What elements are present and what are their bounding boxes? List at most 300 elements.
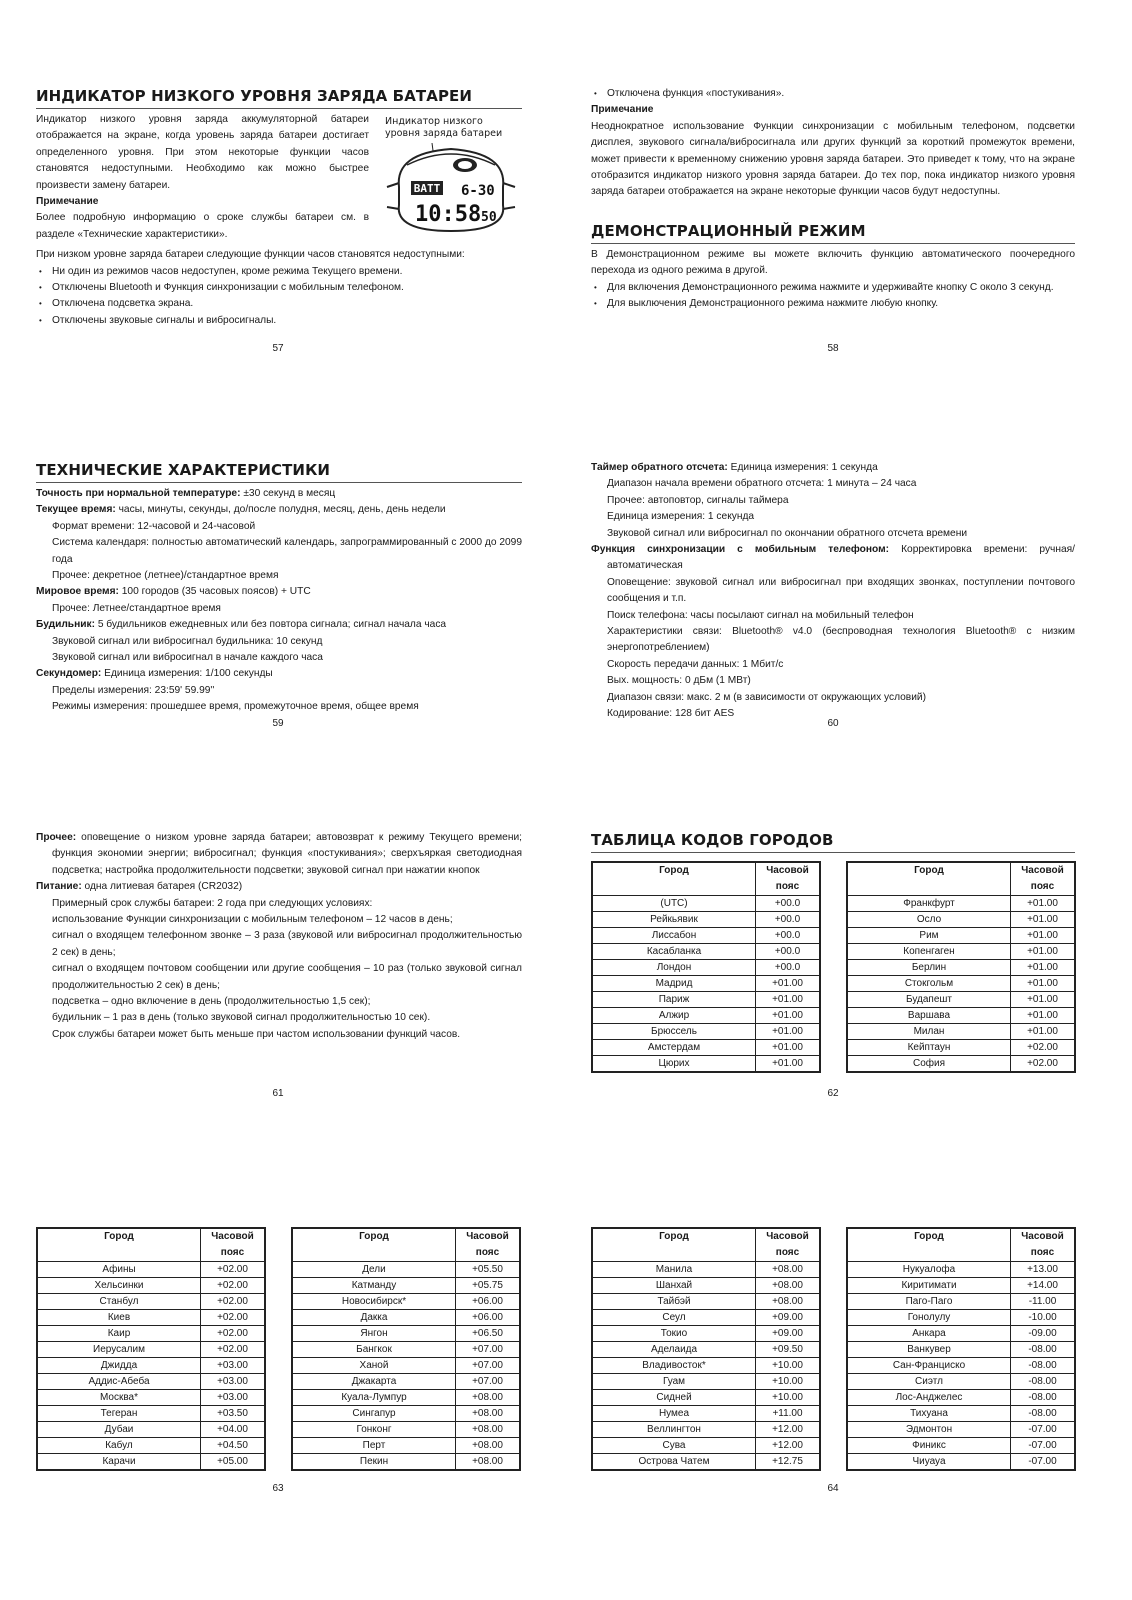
table-row (847, 1358, 1075, 1374)
table-row (592, 1342, 820, 1358)
city-cell: София (847, 1056, 1011, 1073)
timezone-cell: +01.00 (756, 1024, 821, 1040)
tap-list (591, 86, 1075, 102)
city-cell: Париж (592, 992, 756, 1008)
timezone-cell: -07.00 (1011, 1454, 1076, 1471)
city-cell: Куала-Лумпур (292, 1390, 456, 1406)
timezone-cell: +00.0 (756, 928, 821, 944)
table-row (847, 1326, 1075, 1342)
table-header-row (592, 862, 820, 896)
table-row (847, 1278, 1075, 1294)
table-row (847, 1262, 1075, 1278)
city-cell: Лондон (592, 960, 756, 976)
timezone-cell: +03.00 (201, 1374, 266, 1390)
timezone-cell: +02.00 (201, 1342, 266, 1358)
city-cell: Тайбэй (592, 1294, 756, 1310)
spec-value: Звуковой сигнал или вибросигнал по окончании обратного отсчета времени (607, 527, 968, 539)
timezone-cell: +12.00 (756, 1422, 821, 1438)
timezone-cell: +08.00 (456, 1454, 521, 1471)
batt-indicator-text: BATT (413, 182, 441, 195)
lead-text: При низком уровне заряда батареи следующие функции часов становятся недоступными: (36, 249, 465, 261)
timezone-cell: +02.00 (201, 1310, 266, 1326)
timezone-cell: +12.75 (756, 1454, 821, 1471)
city-cell: Пекин (292, 1454, 456, 1471)
timezone-cell: +08.00 (756, 1278, 821, 1294)
table-row (847, 1406, 1075, 1422)
disabled-functions-list (36, 264, 522, 330)
city-cell: Финикс (847, 1438, 1011, 1454)
timezone-cell: +08.00 (756, 1294, 821, 1310)
timezone-cell: +01.00 (756, 1040, 821, 1056)
city-cell: Осло (847, 912, 1011, 928)
table-row (592, 960, 820, 976)
city-table (591, 861, 821, 1073)
city-cell: Янгон (292, 1326, 456, 1342)
city-cell: Милан (847, 1024, 1011, 1040)
city-cell: Копенгаген (847, 944, 1011, 960)
spec-line (36, 601, 522, 617)
city-code-table (591, 861, 821, 1073)
city-cell: Острова Чатем (592, 1454, 756, 1471)
timezone-cell: +01.00 (756, 992, 821, 1008)
city-cell: Мадрид (592, 976, 756, 992)
section-title-city-codes: ТАБЛИЦА КОДОВ ГОРОДОВ (591, 830, 1075, 853)
city-cell: Аддис-Абеба (37, 1374, 201, 1390)
list-item: • Для включения Демонстрационного режима нажмите и удерживайте кнопку C около 3 секунд. (591, 280, 1075, 296)
section-title-demo: ДЕМОНСТРАЦИОННЫЙ РЕЖИМ (591, 221, 1075, 244)
city-cell: Ханой (292, 1358, 456, 1374)
table-header-row (292, 1228, 520, 1262)
table-header-row (592, 1228, 820, 1262)
spec-value: использование Функции синхронизации с мобильным телефоном – 12 часов в день; (52, 914, 453, 926)
spec-line (591, 657, 1075, 673)
table-row (37, 1438, 265, 1454)
table-row (847, 1390, 1075, 1406)
table-row (592, 944, 820, 960)
list-item: • Отключена подсветка экрана. (36, 296, 522, 312)
city-cell: Сува (592, 1438, 756, 1454)
city-cell: Сингапур (292, 1406, 456, 1422)
spec-line (36, 1010, 522, 1026)
table-header-row (847, 862, 1075, 896)
table-row (37, 1422, 265, 1438)
table-row (292, 1262, 520, 1278)
table-row (292, 1406, 520, 1422)
column-header-timezone: Часовой пояс (756, 862, 821, 896)
spec-value: Режимы измерения: прошедшее время, промежуточное время, общее время (52, 701, 419, 713)
table-row (292, 1294, 520, 1310)
spec-value: Единица измерения: 1/100 секунды (101, 668, 273, 680)
table-row (592, 1310, 820, 1326)
spec-value: Срок службы батареи может быть меньше при частом использовании функций часов. (52, 1028, 461, 1040)
timezone-cell: +04.50 (201, 1438, 266, 1454)
city-table (846, 861, 1076, 1073)
section-title-battery: ИНДИКАТОР НИЗКОГО УРОВНЯ ЗАРЯДА БАТАРЕИ (36, 86, 522, 109)
spec-line (36, 584, 522, 600)
city-cell: Перт (292, 1438, 456, 1454)
city-cell: Киритимати (847, 1278, 1011, 1294)
city-cell: Сиэтл (847, 1374, 1011, 1390)
table-row (37, 1358, 265, 1374)
spec-label: Прочее: (36, 832, 77, 843)
spec-value: часы, минуты, секунды, до/после полудня, месяц, день, день недели (115, 504, 446, 516)
timezone-cell: -07.00 (1011, 1422, 1076, 1438)
spec-value: Единица измерения: 1 секунда (727, 462, 878, 473)
spec-line (36, 961, 522, 994)
spec-line (36, 912, 522, 928)
city-cell: Манила (592, 1262, 756, 1278)
timezone-cell: +08.00 (456, 1438, 521, 1454)
timezone-cell: +00.0 (756, 896, 821, 912)
city-code-table (591, 1227, 821, 1471)
city-code-table (846, 861, 1076, 1073)
spec-line (36, 928, 522, 961)
spec-value: Диапазон связи: макс. 2 м (в зависимости от окружающих условий) (607, 691, 926, 703)
timezone-cell: +01.00 (1011, 944, 1076, 960)
timezone-cell: +01.00 (1011, 992, 1076, 1008)
column-header-timezone: Часовой пояс (456, 1228, 521, 1262)
note-text: Неоднократное использование Функции синхронизации с мобильным телефоном, подсветки дисплея, звукового сигнала/вибросигнала или других функций за короткий промежуток времени, может привести к временному снижению уровня заряда батареи. Это приведет к тому, что на экране отобразится индикатор низкого уровня заряда батареи. До тех пор, пока индикатор низкого уровня заряда батареи отображается на экране некоторые функции часов будут недоступны. (591, 120, 1075, 198)
table-row (592, 1294, 820, 1310)
table-row (37, 1262, 265, 1278)
timezone-cell: +01.00 (1011, 976, 1076, 992)
city-cell: Варшава (847, 1008, 1011, 1024)
timezone-cell: +07.00 (456, 1358, 521, 1374)
table-row (292, 1374, 520, 1390)
timezone-cell: +02.00 (1011, 1040, 1076, 1056)
city-cell: Берлин (847, 960, 1011, 976)
column-header-timezone: Часовой пояс (756, 1228, 821, 1262)
timezone-cell: +05.75 (456, 1278, 521, 1294)
table-row (37, 1278, 265, 1294)
timezone-cell: +06.00 (456, 1294, 521, 1310)
city-cell: Дакка (292, 1310, 456, 1326)
column-header-city: Город (37, 1228, 201, 1262)
demo-text: В Демонстрационном режиме вы можете включить функцию автоматического поочередного перехода из одного режима в другой. (591, 248, 1075, 277)
timezone-cell: +05.00 (201, 1454, 266, 1471)
page-number: 61 (272, 1088, 284, 1099)
timezone-cell: +03.50 (201, 1406, 266, 1422)
city-cell: Кабул (37, 1438, 201, 1454)
city-cell: Будапешт (847, 992, 1011, 1008)
city-cell: Цюрих (592, 1056, 756, 1073)
spec-label: Функция синхронизации с мобильным телефоном: (591, 544, 890, 556)
watch-display-illustration (385, 143, 517, 235)
battery-intro: Индикатор низкого уровня заряда аккумуляторной батареи отображается на экране, когда уровень заряда батареи достигает определенного уровня. При этом некоторые функции часов становятся недоступными. Необходимо как можно быстрее произвести замену батареи. (36, 114, 369, 191)
table-row (37, 1390, 265, 1406)
spec-line (591, 608, 1075, 624)
timezone-cell: -09.00 (1011, 1326, 1076, 1342)
spec-line (591, 624, 1075, 657)
spec-value: Прочее: декретное (летнее)/стандартное время (52, 570, 279, 582)
demo-list (591, 280, 1075, 313)
table-row (592, 1056, 820, 1073)
figure-caption: Индикатор низкого уровня заряда батареи (385, 116, 503, 139)
table-row (847, 928, 1075, 944)
city-cell: Катманду (292, 1278, 456, 1294)
timezone-cell: +05.50 (456, 1262, 521, 1278)
page-number: 62 (827, 1088, 839, 1099)
table-row (847, 1040, 1075, 1056)
table-row (292, 1342, 520, 1358)
spec-line (591, 526, 1075, 542)
table-row (592, 992, 820, 1008)
city-cell: Алжир (592, 1008, 756, 1024)
column-header-city: Город (292, 1228, 456, 1262)
spec-label: Текущее время: (36, 504, 116, 516)
spec-line (591, 460, 1075, 476)
table-row (37, 1294, 265, 1310)
table-row (37, 1374, 265, 1390)
table-row (847, 1294, 1075, 1310)
list-item: • Ни один из режимов часов недоступен, кроме режима Текущего времени. (36, 264, 522, 280)
spec-value: Кодирование: 128 бит AES (607, 708, 735, 720)
city-cell: Паго-Паго (847, 1294, 1011, 1310)
timezone-cell: +01.00 (1011, 912, 1076, 928)
spec-value: Скорость передачи данных: 1 Мбит/с (607, 658, 784, 670)
timezone-cell: +06.00 (456, 1310, 521, 1326)
table-row (592, 1390, 820, 1406)
list-item: • Для выключения Демонстрационного режима нажмите любую кнопку. (591, 296, 1075, 312)
timezone-cell: +01.00 (756, 1056, 821, 1073)
timezone-cell: +13.00 (1011, 1262, 1076, 1278)
city-code-table (291, 1227, 521, 1471)
city-cell: Каир (37, 1326, 201, 1342)
page-number: 60 (827, 718, 839, 729)
timezone-cell: +00.0 (756, 960, 821, 976)
spec-label: Таймер обратного отсчета: (591, 462, 728, 473)
table-row (592, 1040, 820, 1056)
city-cell: Джидда (37, 1358, 201, 1374)
table-row (292, 1438, 520, 1454)
timezone-cell: +07.00 (456, 1342, 521, 1358)
spec-line (36, 879, 522, 895)
timezone-cell: +01.00 (1011, 896, 1076, 912)
timezone-cell: +14.00 (1011, 1278, 1076, 1294)
timezone-cell: +01.00 (756, 976, 821, 992)
spec-line (591, 493, 1075, 509)
timezone-cell: +01.00 (756, 1008, 821, 1024)
timezone-cell: -11.00 (1011, 1294, 1076, 1310)
timezone-cell: +00.0 (756, 912, 821, 928)
spec-line (36, 519, 522, 535)
spec-line (36, 699, 522, 715)
table-row (37, 1310, 265, 1326)
page-number: 59 (272, 718, 284, 729)
timezone-cell: +08.00 (456, 1422, 521, 1438)
city-cell: Дели (292, 1262, 456, 1278)
timezone-cell: +01.00 (1011, 1024, 1076, 1040)
table-row (592, 896, 820, 912)
timezone-cell: +07.00 (456, 1374, 521, 1390)
spec-line (36, 1027, 522, 1043)
timezone-cell: +03.00 (201, 1390, 266, 1406)
city-cell: Ванкувер (847, 1342, 1011, 1358)
spec-line (36, 994, 522, 1010)
table-row (592, 1008, 820, 1024)
city-cell: Москва* (37, 1390, 201, 1406)
spec-value: Единица измерения: 1 секунда (607, 511, 755, 523)
table-row (592, 1358, 820, 1374)
city-cell: Рим (847, 928, 1011, 944)
table-header-row (37, 1228, 265, 1262)
city-cell: Стокгольм (847, 976, 1011, 992)
specs-list (591, 460, 1075, 723)
spec-label: Мировое время: (36, 586, 119, 598)
table-row (847, 1438, 1075, 1454)
city-cell: Рейкьявик (592, 912, 756, 928)
table-row (592, 1278, 820, 1294)
column-header-timezone: Часовой пояс (1011, 862, 1076, 896)
city-cell: Джакарта (292, 1374, 456, 1390)
column-header-city: Город (592, 1228, 756, 1262)
spec-value: Звуковой сигнал или вибросигнал будильника: 10 секунд (52, 635, 323, 647)
display-seconds-text: 50 (481, 210, 497, 225)
timezone-cell: +01.00 (1011, 1008, 1076, 1024)
spec-value: сигнал о входящем почтовом сообщении или другие сообщения – 10 раз (только звуковой сигнал продолжительностью 2 сек) в день; (52, 963, 522, 991)
timezone-cell: -08.00 (1011, 1374, 1076, 1390)
table-row (847, 944, 1075, 960)
spec-label: Точность при нормальной температуре: (36, 488, 241, 499)
table-row (847, 1024, 1075, 1040)
table-row (847, 1374, 1075, 1390)
city-cell: Брюссель (592, 1024, 756, 1040)
spec-value: Характеристики связи: Bluetooth® v4.0 (беспроводная технология Bluetooth® с низким энергопотреблением) (607, 626, 1075, 654)
list-item: • Отключены Bluetooth и Функция синхронизации с мобильным телефоном. (36, 280, 522, 296)
city-cell: Касабланка (592, 944, 756, 960)
table-row (592, 1454, 820, 1471)
timezone-cell: +02.00 (201, 1278, 266, 1294)
city-cell: Аделаида (592, 1342, 756, 1358)
page-number: 57 (272, 343, 284, 354)
city-cell: Нумеа (592, 1406, 756, 1422)
spec-value: Система календаря: полностью автоматический календарь, запрограммированный с 2000 до 2099 года (52, 537, 522, 565)
table-row (592, 912, 820, 928)
city-cell: Веллингтон (592, 1422, 756, 1438)
spec-value: Корректировка времени: ручная/автоматическая (607, 544, 1075, 572)
table-row (847, 1056, 1075, 1073)
table-header-row (847, 1228, 1075, 1262)
spec-line (36, 650, 522, 666)
spec-line (36, 666, 522, 682)
note-title: Примечание (36, 196, 99, 208)
spec-line (591, 575, 1075, 608)
city-cell: Иерусалим (37, 1342, 201, 1358)
column-header-city: Город (847, 862, 1011, 896)
spec-line (36, 502, 522, 518)
spec-label: Питание: (36, 881, 82, 893)
table-row (292, 1326, 520, 1342)
city-cell: Дубаи (37, 1422, 201, 1438)
timezone-cell: +04.00 (201, 1422, 266, 1438)
spec-value: Пределы измерения: 23:59' 59.99'' (52, 684, 215, 696)
timezone-cell: +02.00 (201, 1326, 266, 1342)
spec-line (36, 683, 522, 699)
table-row (592, 1326, 820, 1342)
timezone-cell: +02.00 (201, 1294, 266, 1310)
spec-label: Секундомер: (36, 668, 102, 680)
table-row (37, 1326, 265, 1342)
timezone-cell: -10.00 (1011, 1310, 1076, 1326)
timezone-cell: +09.00 (756, 1326, 821, 1342)
spec-value: Звуковой сигнал или вибросигнал в начале каждого часа (52, 652, 323, 664)
city-cell: Токио (592, 1326, 756, 1342)
city-cell: Лиссабон (592, 928, 756, 944)
city-cell: Хельсинки (37, 1278, 201, 1294)
timezone-cell: +03.00 (201, 1358, 266, 1374)
table-row (847, 1008, 1075, 1024)
spec-line (36, 830, 522, 879)
timezone-cell: +10.00 (756, 1390, 821, 1406)
note-title: Примечание (591, 104, 654, 116)
city-table (36, 1227, 266, 1471)
city-cell: Новосибирск* (292, 1294, 456, 1310)
page-58 (591, 86, 1075, 312)
spec-value: Диапазон начала времени обратного отсчета: 1 минута – 24 часа (607, 478, 917, 490)
table-row (847, 992, 1075, 1008)
city-cell: Анкара (847, 1326, 1011, 1342)
timezone-cell: +02.00 (201, 1262, 266, 1278)
spec-value: 5 будильников ежедневных или без повтора сигнала; сигнал начала часа (94, 619, 447, 631)
city-table (291, 1227, 521, 1471)
city-cell: Лос-Анджелес (847, 1390, 1011, 1406)
city-table (591, 1227, 821, 1471)
city-cell: Франкфурт (847, 896, 1011, 912)
table-row (592, 1024, 820, 1040)
city-code-table (36, 1227, 266, 1471)
page-number: 63 (272, 1483, 284, 1494)
table-row (292, 1390, 520, 1406)
display-day-text: 6-30 (461, 183, 495, 199)
spec-value: Поиск телефона: часы посылают сигнал на мобильный телефон (607, 609, 914, 621)
timezone-cell: -08.00 (1011, 1358, 1076, 1374)
table-row (847, 912, 1075, 928)
table-row (847, 960, 1075, 976)
column-header-city: Город (847, 1228, 1011, 1262)
timezone-cell: +09.00 (756, 1310, 821, 1326)
spec-line (591, 476, 1075, 492)
table-row (292, 1358, 520, 1374)
city-cell: Владивосток* (592, 1358, 756, 1374)
table-row (592, 1374, 820, 1390)
column-header-timezone: Часовой пояс (1011, 1228, 1076, 1262)
column-header-city: Город (592, 862, 756, 896)
spec-value: Прочее: автоповтор, сигналы таймера (607, 494, 789, 506)
timezone-cell: +06.50 (456, 1326, 521, 1342)
city-cell: Чиуауа (847, 1454, 1011, 1471)
city-cell: Тихуана (847, 1406, 1011, 1422)
spec-line (591, 509, 1075, 525)
city-table (846, 1227, 1076, 1471)
spec-line (36, 617, 522, 633)
table-row (292, 1422, 520, 1438)
table-row (592, 1422, 820, 1438)
spec-value: одна литиевая батарея (CR2032) (81, 881, 243, 893)
city-cell: Сеул (592, 1310, 756, 1326)
spec-line (591, 542, 1075, 575)
city-cell: Шанхай (592, 1278, 756, 1294)
table-row (592, 976, 820, 992)
table-row (847, 896, 1075, 912)
timezone-cell: +00.0 (756, 944, 821, 960)
spec-value: ±30 секунд в месяц (240, 488, 336, 499)
spec-line (36, 568, 522, 584)
spec-line (591, 673, 1075, 689)
note-text: Более подробную информацию о сроке службы батареи см. в разделе «Технические характеристики». (36, 212, 369, 240)
timezone-cell: +10.00 (756, 1358, 821, 1374)
spec-value: подсветка – одно включение в день (продолжительностью 1,5 сек); (52, 996, 371, 1008)
city-cell: Эдмонтон (847, 1422, 1011, 1438)
